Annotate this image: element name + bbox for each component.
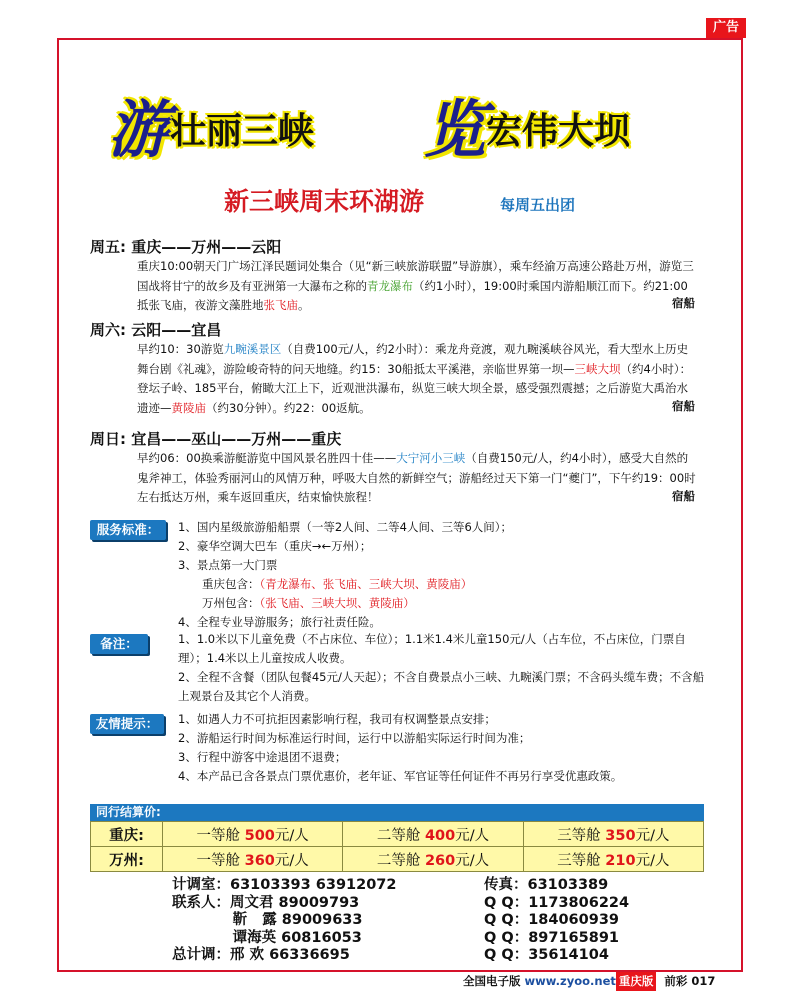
day2-highlight-2: 三峡大坝 <box>574 361 621 376</box>
day-heading-sunday: 周日: 宜昌——巫山——万州——重庆 <box>90 430 342 448</box>
tip-item-2: 2、游船运行时间为标准运行时间，运行中以游船实际运行时间为准； <box>178 731 531 745</box>
remark-item-1: 1、1.0米以下儿童免费（不占床位、车位）；1.1米1.4米儿童150元/人（占车位，不占床位，门票自理）；1.4米以上儿童按成人收费。 <box>178 632 686 665</box>
footer-edition-text: 全国电子版 <box>463 974 525 988</box>
subtitle: 新三峡周末环湖游 <box>224 187 425 216</box>
price-cell: 三等舱 210元/人 <box>523 847 703 872</box>
wanzhou-include-value: （张飞庙、三峡大坝、黄陵庙） <box>259 596 415 610</box>
chongqing-include-value: （青龙瀑布、张飞庙、三峡大坝、黄陵庙） <box>259 577 473 591</box>
day-body-saturday <box>137 340 699 418</box>
day-body-friday <box>137 257 699 316</box>
day2-text-1: 早约10：30游览 <box>137 342 224 356</box>
contacts-right <box>484 877 629 965</box>
headline <box>108 80 708 166</box>
price-table <box>90 821 704 872</box>
service-list <box>178 518 708 632</box>
chongqing-include-label: 重庆包含： <box>202 577 260 591</box>
price-cell: 一等舱 360元/人 <box>163 847 343 872</box>
price-city: 万州: <box>91 847 163 872</box>
table-row <box>91 822 704 847</box>
price-cell: 二等舱 260元/人 <box>343 847 523 872</box>
price-cell: 二等舱 400元/人 <box>343 822 523 847</box>
tips-label: 友情提示： <box>90 714 164 734</box>
remark-item-2: 2、全程不含餐（团队包餐45元/人天起）；不含自费景点小三峡、九畹溪门票；不含码头缆车费；不含船上观景台及其它个人消费。 <box>178 670 705 703</box>
day3-text-2: （自费150元/人，约4小时），感受大自然的鬼斧神工，体验秀丽河山的风情万种，呼吸大自然的新鲜空气；游船经过天下第一门“夔门”，下午约19：00时左右抵达万州，乘车返回重庆，结束愉快旅程！ <box>137 451 696 504</box>
contact-line: 传真：63103389 <box>484 877 609 893</box>
headline-big-char-2: 览 <box>424 93 487 166</box>
overnight-sunday: 宿船 <box>672 489 695 503</box>
service-item-3: 3、景点第一大门票 <box>178 558 278 572</box>
contact-line: 谭海英 60816053 <box>172 929 362 946</box>
tip-item-4: 4、本产品已含各景点门票优惠价，老年证、军官证等任何证件不再另行享受优惠政策。 <box>178 769 623 783</box>
service-item-2: 2、豪华空调大巴车（重庆→←万州）； <box>178 539 372 553</box>
service-item-4: 4、全程专业导游服务；旅行社责任险。 <box>178 615 381 629</box>
price-cell: 三等舱 350元/人 <box>523 822 703 847</box>
contact-line: 联系人：周文君 89009793 <box>172 894 360 911</box>
headline-part-1 <box>108 80 315 166</box>
contacts-left <box>172 877 396 965</box>
contact-line: 计调室：63103393 63912072 <box>172 877 397 893</box>
headline-text-1: 壮丽三峡 <box>170 111 315 152</box>
headline-big-char-1: 游 <box>108 93 171 166</box>
headline-text-2: 宏伟大坝 <box>486 111 631 152</box>
service-item-1: 1、国内星级旅游船船票（一等2人间、二等4人间、三等6人间）； <box>178 520 513 534</box>
day-heading-friday: 周五: 重庆——万州——云阳 <box>90 238 282 256</box>
contact-line: Q Q：184060939 <box>484 912 620 928</box>
service-item-chongqing <box>178 575 708 594</box>
service-item-wanzhou <box>178 594 708 613</box>
overnight-friday: 宿船 <box>672 296 695 310</box>
contact-line: 靳 露 89009633 <box>172 912 363 928</box>
table-row <box>91 847 704 872</box>
day2-text-3: （约4小时）：登坛子岭、185平台，俯瞰大江上下，近观泄洪瀑布，纵览三峡大坝全景，感受强烈震撼；之后游览大禹治水遗迹— <box>137 361 692 415</box>
day-body-sunday <box>137 449 699 508</box>
price-table-title: 同行结算价: <box>90 804 704 821</box>
page-number: 前彩 017 <box>664 974 716 988</box>
price-cell: 一等舱 500元/人 <box>163 822 343 847</box>
tip-item-3: 3、行程中游客中途退团不退费； <box>178 750 347 764</box>
day2-highlight-1: 九畹溪景区 <box>223 342 282 356</box>
day1-highlight-2: 张飞庙 <box>263 298 298 312</box>
day3-highlight-1: 大宁河小三峡 <box>396 451 466 465</box>
price-city: 重庆: <box>91 822 163 847</box>
contact-line: Q Q：35614104 <box>484 947 609 963</box>
remarks-label: 备注： <box>90 634 148 654</box>
headline-part-2 <box>424 80 631 166</box>
ad-label: 广告 <box>706 18 746 38</box>
contact-line: 总计调：邢 欢 66336695 <box>172 947 350 963</box>
day2-highlight-3: 黄陵庙 <box>171 400 206 415</box>
day1-text-1: 重庆10:00朝天门广场江泽民题词处集合（见“新三峡旅游联盟”导游旗），乘车经渝万高速公路赴万州，游览三国战将甘宁的故乡及有亚洲第一大瀑布之称的 <box>137 259 694 293</box>
day1-highlight-1: 青龙瀑布 <box>367 278 413 293</box>
contact-line: Q Q：897165891 <box>484 929 620 946</box>
tip-item-1: 1、如遇人力不可抗拒因素影响行程，我司有权调整景点安排； <box>178 712 496 726</box>
day-heading-saturday: 周六: 云阳——宜昌 <box>90 321 222 339</box>
day1-text-2: （约1小时），19:00时乘国内游船顺江而下。约21:00抵张飞庙，夜游文藻胜地 <box>137 278 688 312</box>
remarks-list <box>178 630 708 706</box>
day1-text-3: 。 <box>298 298 310 312</box>
tips-list <box>178 710 708 786</box>
wanzhou-include-label: 万州包含： <box>202 596 260 610</box>
departure-tag: 每周五出团 <box>500 196 576 214</box>
footer-region-badge: 重庆版 <box>616 972 657 991</box>
service-label: 服务标准： <box>90 520 166 540</box>
footer <box>463 972 715 991</box>
footer-url-link[interactable]: www.zyoo.net <box>524 974 616 988</box>
day3-text-1: 早约06：00换乘游艇游览中国风景名胜四十佳—— <box>137 451 397 465</box>
day2-text-4: （约30分钟）。约22：00返航。 <box>206 400 371 415</box>
day2-text-2: （自费100元/人，约2小时）：乘龙舟竞渡，观九畹溪峡谷风光，看大型水上历史舞台剧《礼魂》，游险峻奇特的问天地缝。约15：30船抵太平溪港，亲临世界第一坝— <box>137 342 689 376</box>
contact-line: Q Q：1173806224 <box>484 894 630 911</box>
overnight-saturday: 宿船 <box>672 399 695 413</box>
